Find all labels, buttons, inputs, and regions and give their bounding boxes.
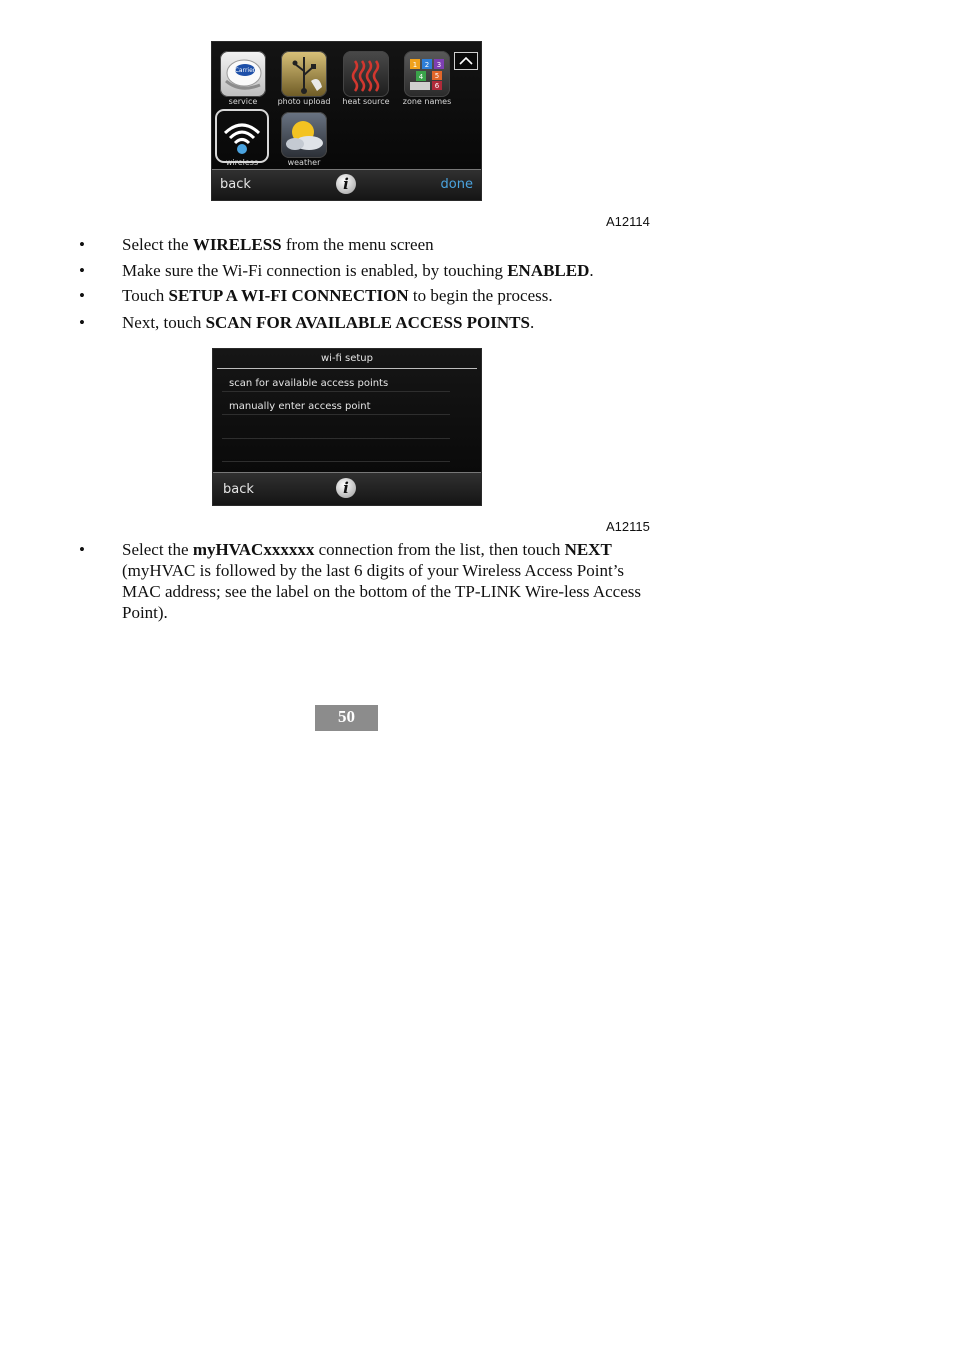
weather-tile[interactable] — [281, 112, 327, 158]
wifi-setup-title: wi-fi setup — [320, 353, 373, 364]
wireless-tile-selected[interactable] — [215, 109, 269, 163]
tile-label-zone-names: zone names — [402, 97, 452, 106]
heat-source-icon — [343, 51, 389, 97]
bottom-bar — [212, 169, 481, 200]
info-button[interactable] — [336, 174, 356, 194]
bullet-text-part: (myHVAC is followed by the last 6 digits of your Wireless Access Point’s MAC address; see the label on the bottom of the TP-LINK Wire-less Access Point). — [122, 561, 641, 622]
bullet-text-part: . — [529, 313, 535, 332]
wireless-icon — [217, 111, 267, 161]
list-divider — [222, 438, 450, 439]
bullet-text-part: to begin the process. — [408, 286, 553, 305]
service-cap-icon — [220, 51, 266, 97]
bullet-bold-part: NEXT — [564, 540, 612, 559]
bullet-text-part: Touch — [122, 286, 169, 305]
tile-label-heat-source: heat source — [342, 97, 390, 106]
bullet-text-part: Make sure the Wi-Fi connection is enabled, by touching — [122, 261, 508, 280]
photo-upload-tile[interactable] — [281, 51, 327, 97]
list-divider — [222, 414, 450, 415]
bottom-bar — [213, 472, 481, 505]
zone-grid-icon — [404, 51, 450, 97]
bullet-bold-part: WIRELESS — [192, 235, 282, 254]
info-icon: i — [343, 175, 349, 193]
bullet-text — [122, 260, 658, 281]
bullet-text — [122, 285, 658, 306]
list-divider — [222, 461, 450, 462]
chevron-up-icon — [455, 53, 477, 69]
heat-source-tile[interactable] — [343, 51, 389, 97]
bullet-text — [122, 539, 652, 623]
done-button[interactable]: done — [440, 177, 473, 192]
bullet-text-part: from the menu screen — [281, 235, 434, 254]
bullet-text-part: Select the — [122, 540, 193, 559]
zone-number-2: 2 — [424, 61, 430, 69]
weather-icon — [281, 112, 327, 158]
menu-screen-screenshot — [211, 41, 482, 201]
bullet-bold-part: SCAN FOR AVAILABLE ACCESS POINTS — [205, 313, 530, 332]
bullet-glyph: • — [79, 313, 85, 332]
tile-label-service: service — [228, 97, 258, 106]
bullet-glyph: • — [79, 235, 85, 254]
bullet-glyph: • — [79, 286, 85, 305]
zone-number-3: 3 — [436, 61, 442, 69]
zone-names-tile[interactable] — [404, 51, 450, 97]
bullet-glyph: • — [79, 261, 85, 280]
bullet-text-part: connection from the list, then touch — [314, 540, 565, 559]
zone-number-1: 1 — [412, 61, 418, 69]
bullet-text-part: Next, touch — [122, 313, 206, 332]
bullet-text — [122, 234, 658, 255]
bullet-bold-part: SETUP A WI-FI CONNECTION — [168, 286, 409, 305]
scan-access-points-item[interactable]: scan for available access points — [229, 378, 389, 389]
back-button[interactable]: back — [223, 482, 254, 497]
zone-number-5: 5 — [434, 72, 440, 80]
info-button[interactable] — [336, 478, 356, 498]
zone-number-6: 6 — [434, 82, 440, 90]
bullet-glyph: • — [79, 540, 85, 559]
service-tile[interactable] — [220, 51, 266, 97]
back-button[interactable]: back — [220, 177, 251, 192]
manual-access-point-item[interactable]: manually enter access point — [229, 401, 371, 412]
wifi-setup-screenshot — [212, 348, 482, 506]
tile-label-photo-upload: photo upload — [277, 97, 331, 106]
title-divider — [217, 368, 477, 369]
info-icon: i — [343, 479, 349, 497]
zone-number-4: 4 — [418, 73, 424, 81]
page-number: 50 — [315, 705, 378, 731]
usb-icon — [281, 51, 327, 97]
list-divider — [222, 391, 450, 392]
carrier-logo-text: Carrier — [234, 67, 256, 74]
bullet-bold-part: ENABLED — [507, 261, 590, 280]
bullet-text-part: . — [589, 261, 594, 280]
bullet-text-part: Select the — [122, 235, 193, 254]
bullet-bold-part: myHVACxxxxxx — [192, 540, 315, 559]
figure-id-a12114: A12114 — [606, 214, 650, 229]
scroll-up-button[interactable] — [454, 52, 478, 70]
bullet-text — [122, 312, 658, 333]
tile-label-wireless: wireless — [225, 158, 259, 167]
tile-label-weather: weather — [287, 158, 321, 167]
figure-id-a12115: A12115 — [606, 519, 650, 534]
